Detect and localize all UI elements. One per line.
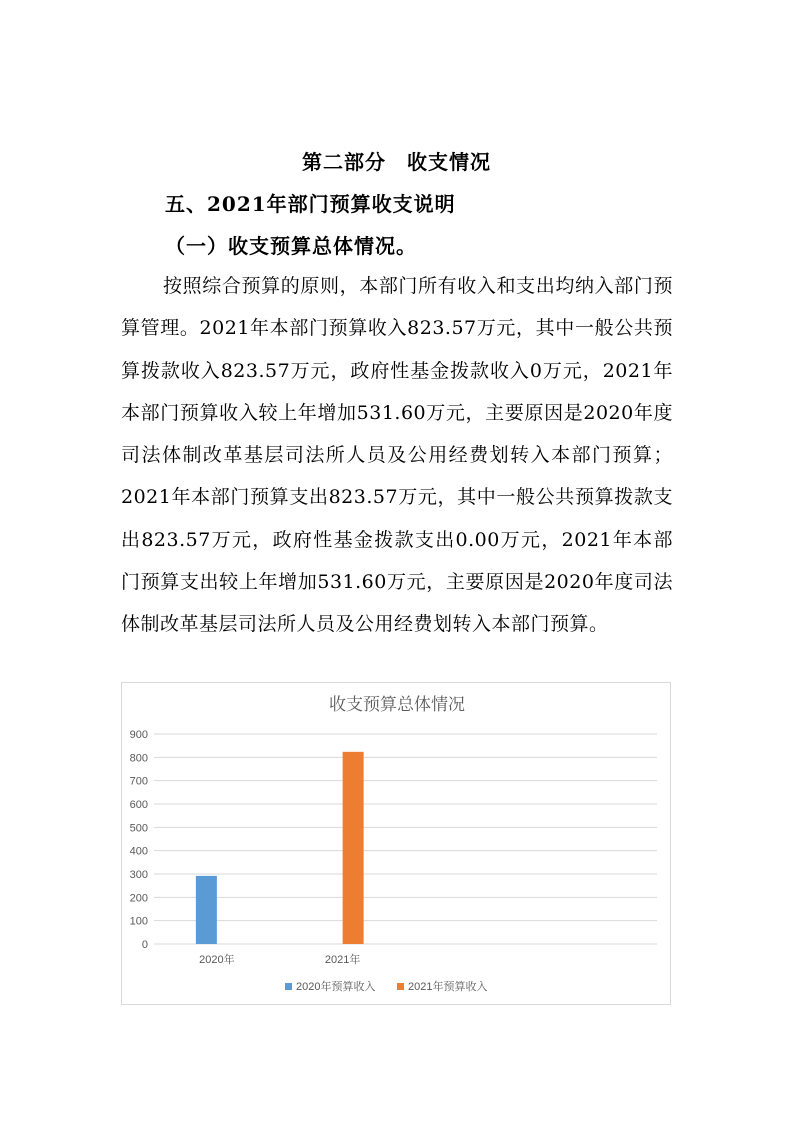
bar-2020年预算收入	[196, 876, 217, 944]
y-tick-label: 300	[129, 869, 148, 881]
section-heading: 五、2021年部门预算收支说明	[165, 192, 456, 216]
y-tick-label: 500	[129, 822, 148, 835]
chart-title: 收支预算总体情况	[329, 695, 465, 715]
legend-label: 2020年预算收入	[296, 981, 376, 993]
x-tick-label: 2021年	[324, 954, 361, 966]
x-tick-label: 2020年	[199, 954, 235, 966]
bar-2021年预算收入	[343, 752, 364, 944]
y-axis-ticks	[130, 729, 148, 951]
legend-swatch	[285, 983, 292, 990]
body-paragraph: 按照综合预算的原则，本部门所有收入和支出均纳入部门预算管理。2021年本部门预算收入823.57万元，其中一般公共预算拨款收入823.57万元，政府性基金拨款收入0万元，2021年本部门预算收入较上年增加531.60万元，主要原因是2020年度司法体制改革基层司法所人员及公用经费划转入本部门预算；2021年本部门预算支出823.57万元，其中一般公共预算拨款支出823.57万元，政府性基金拨款支出0.00万元，2021年本部门预算支出较上年增加531.60万元，主要原因是2020年度司法体制改革基层司法所人员及公用经费划转入本部门预算。	[121, 275, 673, 636]
chart-gridlines	[154, 734, 657, 944]
y-tick-label: 800	[129, 752, 148, 765]
y-tick-label: 200	[129, 892, 148, 905]
chart-legend	[285, 979, 487, 993]
y-tick-label: 600	[129, 799, 148, 811]
y-tick-label: 100	[129, 915, 148, 928]
subsection-heading: （一）收支预算总体情况。	[165, 234, 417, 258]
y-tick-label: 700	[129, 775, 148, 788]
legend-label: 2021年预算收入	[408, 981, 488, 993]
budget-chart	[121, 682, 671, 1005]
x-axis-ticks	[199, 952, 360, 966]
y-tick-label: 900	[129, 729, 148, 741]
y-tick-label: 400	[129, 845, 148, 858]
chart-canvas	[122, 683, 672, 1006]
legend-swatch	[397, 983, 404, 990]
y-tick-label: 0	[141, 939, 148, 951]
part-title: 第二部分 收支情况	[302, 150, 491, 174]
